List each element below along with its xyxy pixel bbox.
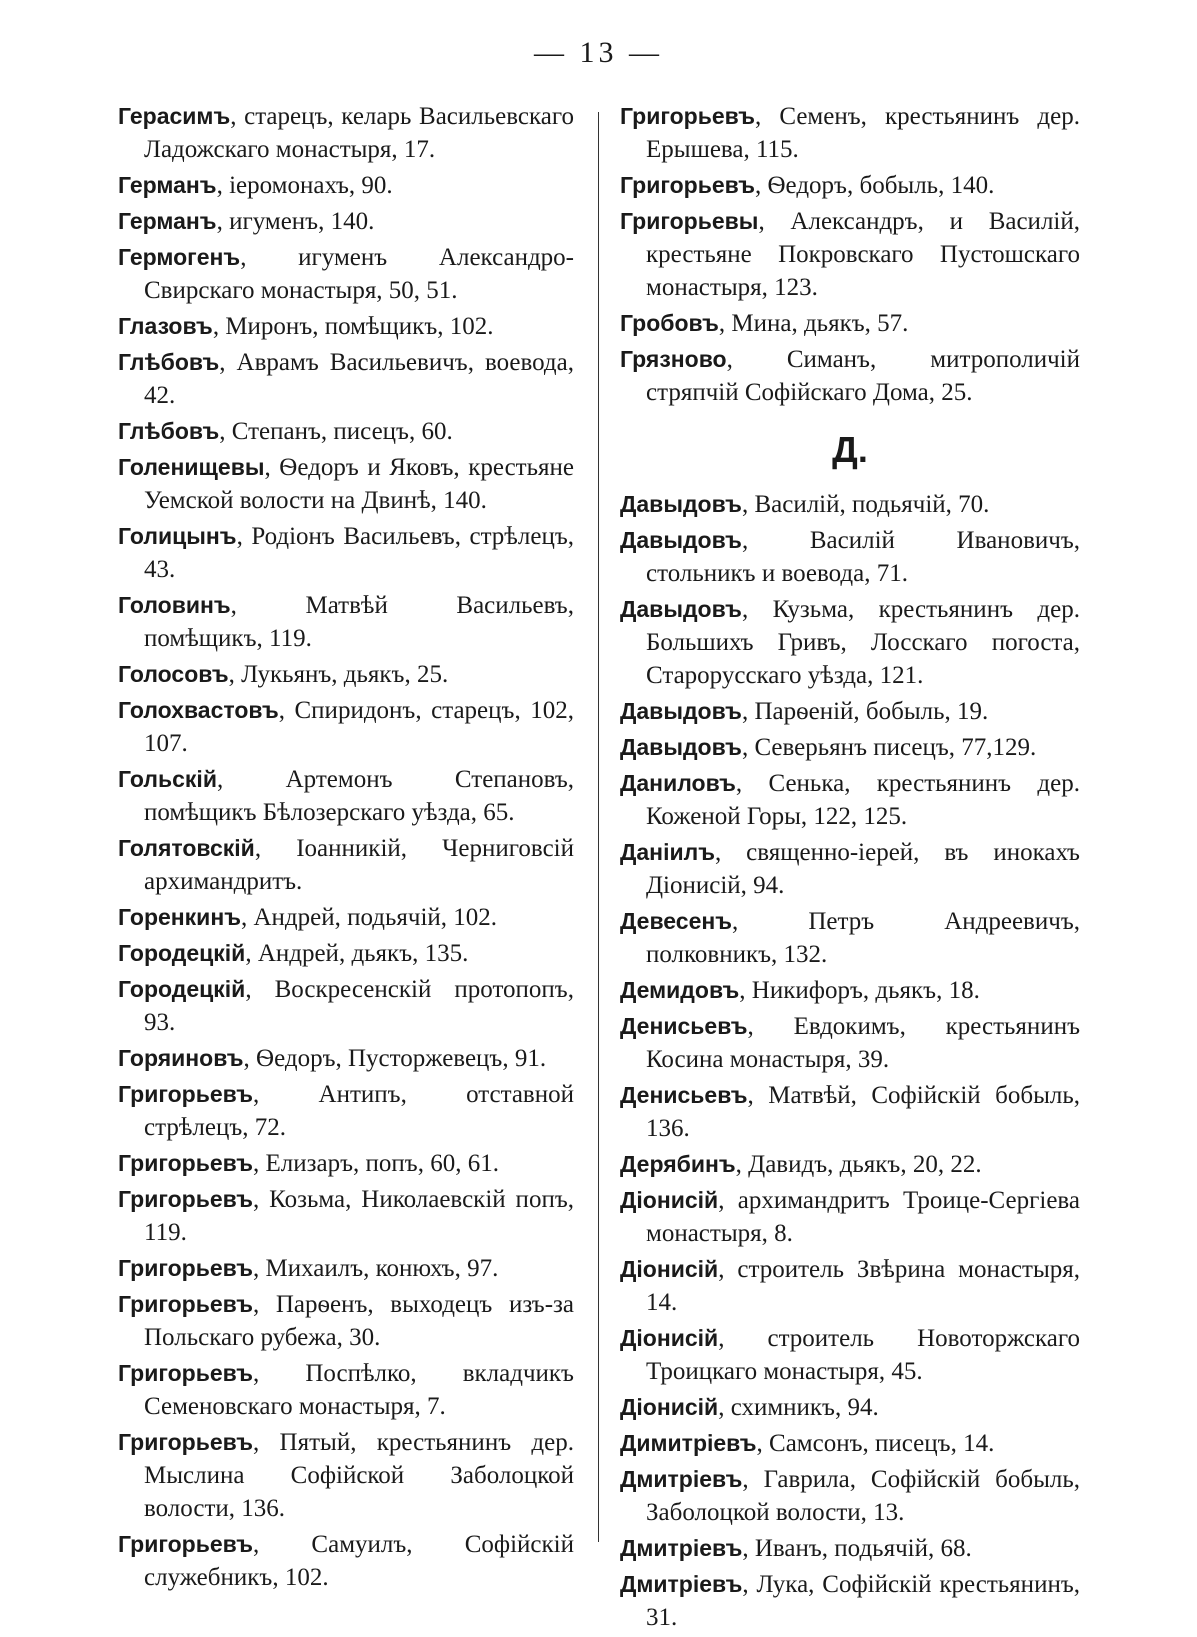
entry-text: , Матвѣй Васильевъ, помѣщикъ, 119. xyxy=(144,592,574,652)
index-entry xyxy=(620,731,1080,764)
entry-text: , строитель Новоторжскаго Троицкаго монастыря, 45. xyxy=(646,1325,1080,1385)
entry-text: , Козьма, Николаевскій попъ, 119. xyxy=(144,1186,574,1246)
entry-text: , Самуилъ, Софійскій служебникъ, 102. xyxy=(144,1531,574,1591)
index-entry xyxy=(620,1322,1080,1388)
entry-text: , Матвѣй, Софійскій бобыль, 136. xyxy=(646,1082,1080,1142)
entry-head: Григорьевъ xyxy=(118,1429,253,1455)
entry-head: Давыдовъ xyxy=(620,698,742,724)
entry-head: Дмитріевъ xyxy=(620,1571,743,1597)
entry-head: Горяиновъ xyxy=(118,1045,244,1071)
index-entry xyxy=(118,1042,574,1075)
entry-text: , Іоанникій, Черниговсій архимандритъ. xyxy=(144,835,574,895)
entry-head: Денисьевъ xyxy=(620,1013,748,1039)
index-entry xyxy=(620,1010,1080,1076)
entry-text: , Северьянъ писецъ, 77,129. xyxy=(741,734,1037,761)
index-entry xyxy=(118,937,574,970)
entry-text: , Ѳедоръ и Яковъ, крестьяне Уемской волости на Двинѣ, 140. xyxy=(144,454,574,514)
index-entry xyxy=(118,1357,574,1423)
index-entry xyxy=(118,658,574,691)
entry-text: , Лукьянъ, дьякъ, 25. xyxy=(228,661,449,688)
index-entry xyxy=(118,310,574,343)
entry-head: Димитріевъ xyxy=(620,1430,757,1456)
entry-text: , Лука, Софійскій крестьянинъ, 31. xyxy=(646,1571,1080,1631)
entry-text: , Никифоръ, дьякъ, 18. xyxy=(739,977,980,1004)
page-number: — 13 — xyxy=(534,36,663,69)
entry-text: , Поспѣлко, вкладчикъ Семеновскаго монастыря, 7. xyxy=(144,1360,574,1420)
index-entry xyxy=(118,832,574,898)
index-entry xyxy=(620,1463,1080,1529)
index-entry xyxy=(620,1391,1080,1424)
entry-head: Григорьевъ xyxy=(118,1186,253,1212)
entry-text: , Василій Ивановичъ, стольникъ и воевода, 71. xyxy=(646,527,1080,587)
entry-head: Григорьевъ xyxy=(118,1291,253,1317)
index-entry xyxy=(118,1426,574,1525)
index-entry xyxy=(620,1568,1080,1634)
entry-text: , Кузьма, крестьянинъ дер. Большихъ Гривъ, Лосскаго погоста, Старорусскаго уѣзда, 121. xyxy=(646,596,1080,689)
index-entry xyxy=(118,100,574,166)
entry-head: Германъ xyxy=(118,208,217,234)
entry-head: Глазовъ xyxy=(118,313,213,339)
entry-head: Голенищевы xyxy=(118,454,265,480)
entry-text: , игуменъ, 140. xyxy=(216,208,375,235)
index-entry xyxy=(620,593,1080,692)
index-entry xyxy=(118,241,574,307)
entry-text: , Самсонъ, писецъ, 14. xyxy=(756,1430,995,1457)
index-entry xyxy=(620,1427,1080,1460)
entry-text: , Андрей, подьячій, 102. xyxy=(241,904,498,931)
entry-head: Григорьевъ xyxy=(620,103,755,129)
index-entry xyxy=(620,488,1080,521)
entry-head: Давыдовъ xyxy=(620,527,742,553)
entry-text: , Михаилъ, конюхъ, 97. xyxy=(253,1255,499,1282)
entry-head: Григорьевъ xyxy=(620,172,755,198)
entry-head: Дерябинъ xyxy=(620,1151,736,1177)
entry-text: , строитель Звѣрина монастыря, 14. xyxy=(646,1256,1080,1316)
entry-text: , Андрей, дьякъ, 135. xyxy=(245,940,469,967)
index-entry xyxy=(620,836,1080,902)
index-entry xyxy=(620,205,1080,304)
entry-head: Григорьевъ xyxy=(118,1150,253,1176)
entry-text: , Пятый, крестьянинъ дер. Мыслина Софійской Заболоцкой волости, 136. xyxy=(144,1429,574,1522)
entry-head: Діонисій xyxy=(620,1256,719,1282)
index-entry xyxy=(118,1252,574,1285)
entry-head: Демидовъ xyxy=(620,977,740,1003)
index-entry xyxy=(118,520,574,586)
entry-head: Гермогенъ xyxy=(118,244,241,270)
index-entry xyxy=(620,1253,1080,1319)
entry-head: Голятовскій xyxy=(118,835,255,861)
entry-head: Голицынъ xyxy=(118,523,237,549)
entry-text: , священно-іерей, въ инокахъ Діонисій, 94. xyxy=(646,839,1080,899)
entry-text: , Сенька, крестьянинъ дер. Коженой Горы, 122, 125. xyxy=(646,770,1080,830)
index-entry xyxy=(118,589,574,655)
index-entry xyxy=(118,1528,574,1594)
entry-head: Германъ xyxy=(118,172,217,198)
index-entry xyxy=(620,524,1080,590)
entry-text: , Антипъ, отставной стрѣлецъ, 72. xyxy=(144,1081,574,1141)
entry-head: Григорьевъ xyxy=(118,1531,253,1557)
entry-head: Горенкинъ xyxy=(118,904,241,930)
left-column xyxy=(118,100,574,1597)
index-entry xyxy=(118,901,574,934)
index-entry xyxy=(620,1148,1080,1181)
entry-head: Григорьевъ xyxy=(118,1360,253,1386)
index-entry xyxy=(620,343,1080,409)
entry-text: , Миронъ, помѣщикъ, 102. xyxy=(212,313,494,340)
entry-head: Девесенъ xyxy=(620,908,733,934)
entry-text: , Петръ Андреевичъ, полковникъ, 132. xyxy=(646,908,1080,968)
entry-text: , Артемонъ Степановъ, помѣщикъ Бѣлозерскаго уѣзда, 65. xyxy=(144,766,574,826)
index-entry xyxy=(118,1078,574,1144)
entry-head: Голохвастовъ xyxy=(118,697,279,723)
index-entry xyxy=(620,695,1080,728)
entry-head: Григорьевы xyxy=(620,208,759,234)
index-entry xyxy=(620,169,1080,202)
index-entry xyxy=(620,905,1080,971)
entry-text: , Парѳенъ, выходецъ изъ-за Польскаго рубежа, 30. xyxy=(144,1291,574,1351)
entry-text: , Родіонъ Васильевъ, стрѣлецъ, 43. xyxy=(144,523,574,583)
entry-head: Григорьевъ xyxy=(118,1081,253,1107)
index-entry xyxy=(118,451,574,517)
entry-head: Глѣбовъ xyxy=(118,349,220,375)
index-entry xyxy=(118,1147,574,1180)
entry-head: Даніилъ xyxy=(620,839,715,865)
entry-head: Дмитріевъ xyxy=(620,1466,743,1492)
index-entry xyxy=(118,1183,574,1249)
entry-text: , іеромонахъ, 90. xyxy=(216,172,393,199)
index-entry xyxy=(118,763,574,829)
entry-head: Діонисій xyxy=(620,1187,719,1213)
entry-head: Голосовъ xyxy=(118,661,229,687)
entry-text: , Спиридонъ, старецъ, 102, 107. xyxy=(144,697,574,757)
entry-text: , Аврамъ Васильевичъ, воевода, 42. xyxy=(144,349,574,409)
entry-text: , Иванъ, подьячій, 68. xyxy=(742,1535,972,1562)
entry-text: , Давидъ, дьякъ, 20, 22. xyxy=(735,1151,982,1178)
index-entry xyxy=(118,169,574,202)
index-entry xyxy=(620,767,1080,833)
entry-text: , Степанъ, писецъ, 60. xyxy=(219,418,453,445)
index-entry xyxy=(118,973,574,1039)
entry-head: Городецкій xyxy=(118,976,246,1002)
entry-text: , Евдокимъ, крестьянинъ Косина монастыря, 39. xyxy=(646,1013,1080,1073)
index-entry xyxy=(620,100,1080,166)
entry-text: , Александръ, и Василій, крестьяне Покровскаго Пустошскаго монастыря, 123. xyxy=(646,208,1080,301)
entry-text: , Мина, дьякъ, 57. xyxy=(718,310,909,337)
entry-head: Городецкій xyxy=(118,940,246,966)
index-entry xyxy=(118,205,574,238)
entry-text: , Гаврила, Софійскій бобыль, Заболоцкой волости, 13. xyxy=(646,1466,1080,1526)
entry-head: Діонисій xyxy=(620,1394,719,1420)
entry-head: Гробовъ xyxy=(620,310,719,336)
entry-text: , Семенъ, крестьянинъ дер. Ерышева, 115. xyxy=(646,103,1080,163)
entry-head: Герасимъ xyxy=(118,103,231,129)
entry-head: Денисьевъ xyxy=(620,1082,748,1108)
entry-head: Даниловъ xyxy=(620,770,736,796)
entry-text: , схимникъ, 94. xyxy=(718,1394,879,1421)
entry-head: Гольскій xyxy=(118,766,217,792)
entry-text: , старецъ, келарь Васильевскаго Ладожскаго монастыря, 17. xyxy=(144,103,574,163)
index-entry xyxy=(620,307,1080,340)
section-letter: Д. xyxy=(832,429,868,470)
entry-text: , Елизаръ, попъ, 60, 61. xyxy=(253,1150,499,1177)
entry-text: , Ѳедоръ, бобыль, 140. xyxy=(755,172,995,199)
entry-head: Глѣбовъ xyxy=(118,418,220,444)
entry-head: Грязново xyxy=(620,346,727,372)
index-entry xyxy=(620,1079,1080,1145)
entry-text: , Ѳедоръ, Пусторжевецъ, 91. xyxy=(243,1045,547,1072)
index-entry xyxy=(118,1288,574,1354)
entry-text: , Симанъ, митрополичій стряпчій Софійскаго Дома, 25. xyxy=(646,346,1080,406)
index-entry xyxy=(620,974,1080,1007)
entry-text: , игуменъ Александро-Свирскаго монастыря, 50, 51. xyxy=(144,244,574,304)
entry-text: , Парѳеній, бобыль, 19. xyxy=(741,698,989,725)
entry-text: , Василій, подьячій, 70. xyxy=(741,491,990,518)
right-column xyxy=(620,100,1080,1637)
entry-text: , архимандритъ Троице-Сергіева монастыря, 8. xyxy=(646,1187,1080,1247)
entry-head: Головинъ xyxy=(118,592,231,618)
entry-head: Діонисій xyxy=(620,1325,719,1351)
index-entry xyxy=(118,415,574,448)
index-entry xyxy=(118,346,574,412)
entry-head: Давыдовъ xyxy=(620,491,742,517)
entry-head: Григорьевъ xyxy=(118,1255,253,1281)
index-entry xyxy=(118,694,574,760)
entry-text: , Воскресенскій протопопъ, 93. xyxy=(144,976,574,1036)
entry-head: Давыдовъ xyxy=(620,596,742,622)
column-divider xyxy=(598,112,599,1542)
entry-head: Давыдовъ xyxy=(620,734,742,760)
index-entry xyxy=(620,1532,1080,1565)
index-entry xyxy=(620,1184,1080,1250)
entry-head: Дмитріевъ xyxy=(620,1535,743,1561)
